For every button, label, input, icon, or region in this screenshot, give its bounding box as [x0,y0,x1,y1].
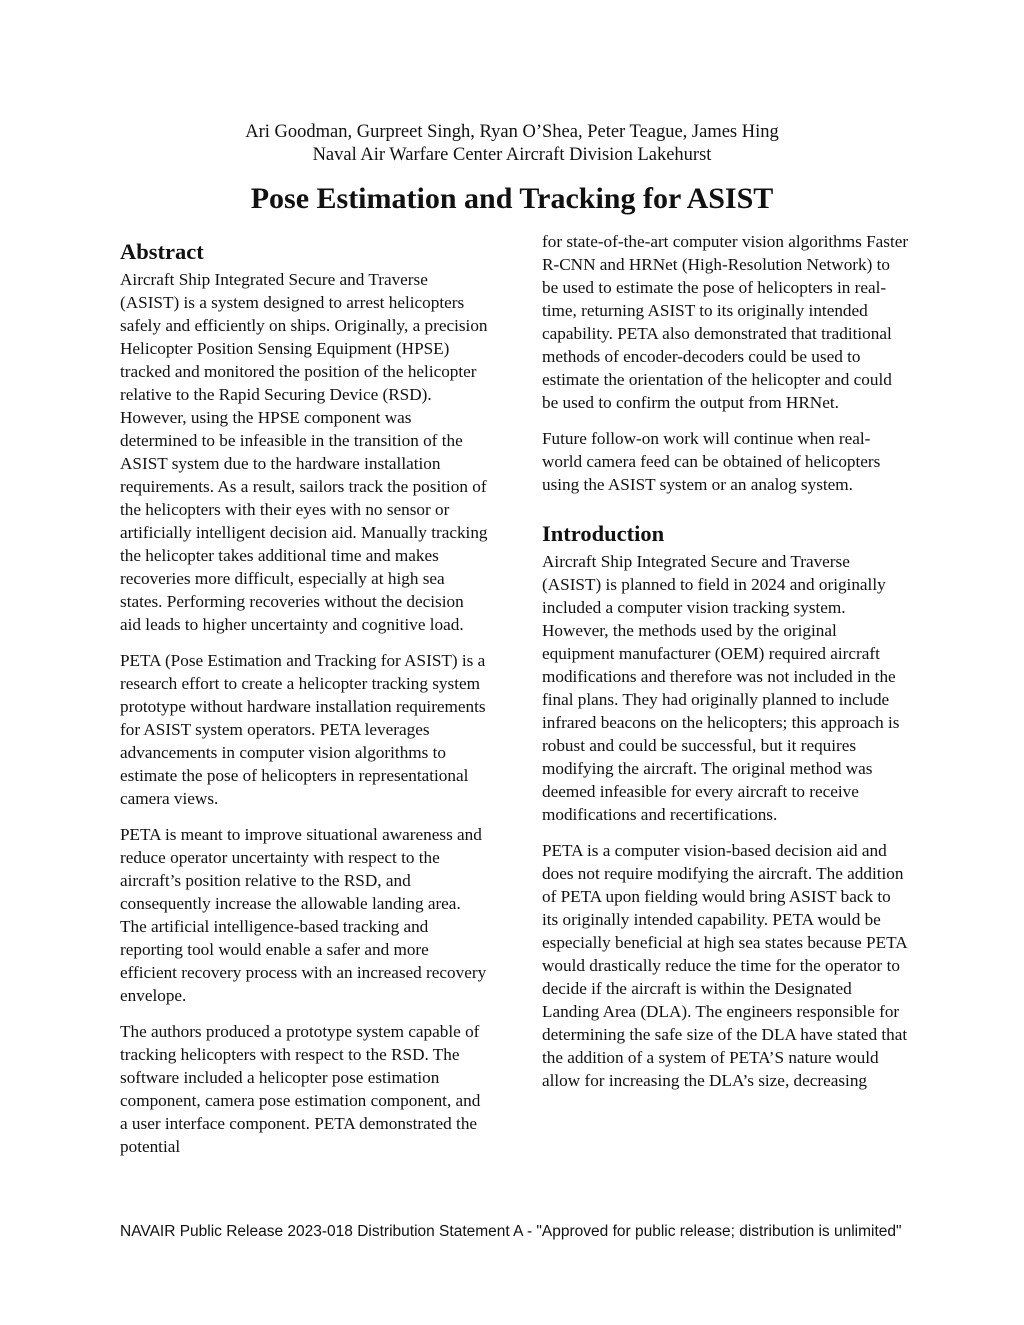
abstract-paragraph: PETA is meant to improve situational awareness and reduce operator uncertainty with respect to the aircraft’s position relative to the RSD, and consequently increase the allowable landing area. The artificial intelligence-based tracking and reporting tool would enable a safer and more efficient recovery process with an increased recovery envelope. [120,825,487,1005]
abstract-heading: Abstract [120,239,204,264]
abstract-paragraph: Future follow-on work will continue when real-world camera feed can be obtained of helicopters using the ASIST system or an analog system. [542,429,881,494]
affiliation: Naval Air Warfare Center Aircraft Division Lakehurst [312,145,712,165]
right-column [542,230,910,1105]
abstract-paragraph: The authors produced a prototype system capable of tracking helicopters with respect to the RSD. The software included a helicopter pose estimation component, camera pose estimation component, and a user interface component. PETA demonstrated the potential [120,1022,481,1156]
introduction-paragraph: Aircraft Ship Integrated Secure and Traverse (ASIST) is planned to field in 2024 and originally included a computer vision tracking system. However, the methods used by the original equipment manufacturer (OEM) required aircraft modifications and therefore was not included in the final plans. They had originally planned to include infrared beacons on the helicopters; this approach is robust and could be successful, but it requires modifying the aircraft. The original method was deemed infeasible for every aircraft to receive modifications and recertifications. [542,552,900,824]
abstract-paragraph: Aircraft Ship Integrated Secure and Traverse (ASIST) is a system designed to arrest helicopters safely and efficiently on ships. Originally, a precision Helicopter Position Sensing Equipment (HPSE) tracked and monitored the position of the helicopter relative to the Rapid Securing Device (RSD). However, using the HPSE component was determined to be infeasible in the transition of the ASIST system due to the hardware installation requirements. As a result, sailors track the position of the helicopters with their eyes with no sensor or artificially intelligent decision aid. Manually tracking the helicopter takes additional time and makes recoveries more difficult, especially at high sea states. Performing recoveries without the decision aid leads to higher uncertainty and cognitive load. [120,270,488,634]
abstract-paragraph: for state-of-the-art computer vision algorithms Faster R-CNN and HRNet (High-Resolution Network) to be used to estimate the pose of helicopters in real-time, returning ASIST to its originally intended capability. PETA also demonstrated that traditional methods of encoder-decoders could be used to estimate the orientation of the helicopter and could be used to confirm the output from HRNet. [542,232,909,412]
introduction-paragraph: PETA is a computer vision-based decision aid and does not require modifying the aircraft. The addition of PETA upon fielding would bring ASIST back to its originally intended capability. PETA would be especially beneficial at high sea states because PETA would drastically reduce the time for the operator to decide if the aircraft is within the Designated Landing Area (DLA). The engineers responsible for determining the safe size of the DLA have stated that the addition of a system of PETA’S nature would allow for increasing the DLA’s size, decreasing [542,841,908,1090]
paper-title: Pose Estimation and Tracking for ASIST [250,182,774,215]
release-statement-footer: NAVAIR Public Release 2023-018 Distribution Statement A - "Approved for public release; distribution is unlimited" [120,1223,902,1240]
author-list: Ari Goodman, Gurpreet Singh, Ryan O’Shea, Peter Teague, James Hing [245,122,779,142]
abstract-paragraph: PETA (Pose Estimation and Tracking for ASIST) is a research effort to create a helicopter tracking system prototype without hardware installation requirements for ASIST system operators. PETA leverages advancements in computer vision algorithms to estimate the pose of helicopters in representational camera views. [120,651,486,808]
authors-block [0,121,1024,167]
left-column [120,238,488,1171]
introduction-heading: Introduction [542,521,665,546]
